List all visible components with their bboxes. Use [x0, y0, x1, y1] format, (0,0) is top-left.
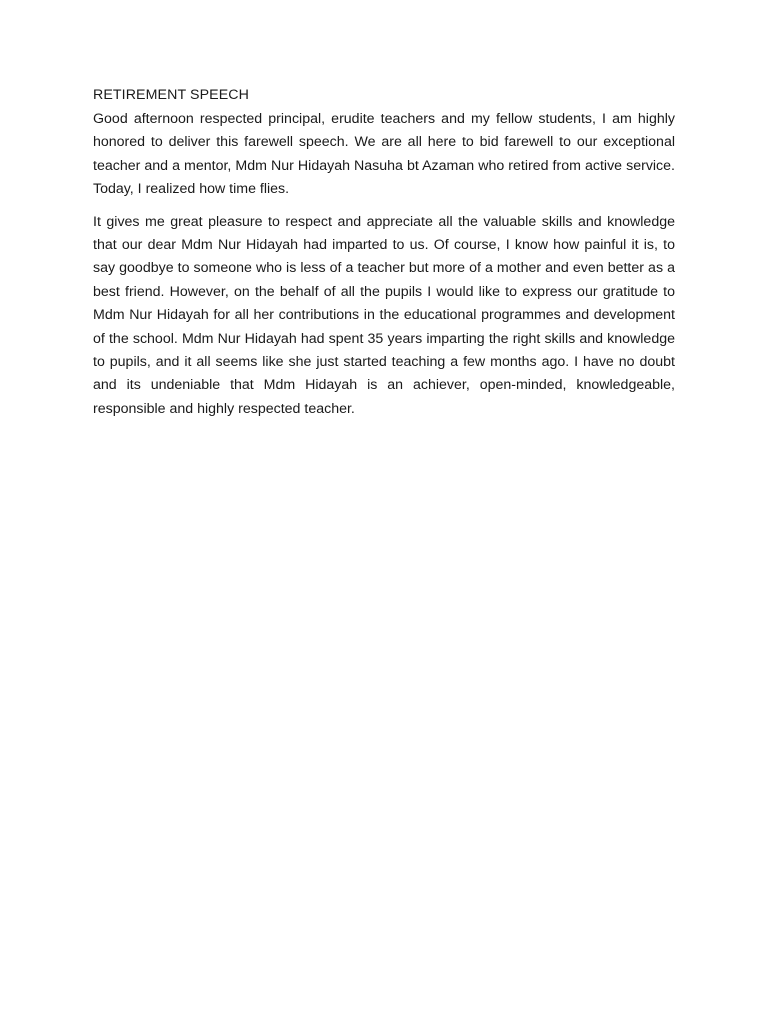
document-title: RETIREMENT SPEECH [93, 87, 249, 103]
document-body [93, 86, 675, 430]
paragraph-greeting: Good afternoon respected principal, erudite teachers and my fellow students, I am highly honored to deliver this farewell speech. We are all here to bid farewell to our exceptional teacher and a mentor, Mdm Nur Hidayah Nasuha bt Azaman who retired from active service. Today, I realized how time flies. [93, 111, 675, 198]
paragraph-appreciation: It gives me great pleasure to respect and appreciate all the valuable skills and knowledge that our dear Mdm Nur Hidayah had imparted to us. Of course, I know how painful it is, to say goodbye to someone who is less of a teacher but more of a mother and even better as a best friend. However, on the behalf of all the pupils I would like to express our gratitude to Mdm Nur Hidayah for all her contributions in the educational programmes and development of the school. Mdm Nur Hidayah had spent 35 years imparting the right skills and knowledge to pupils, and it all seems like she just started teaching a few months ago. I have no doubt and its undeniable that Mdm Hidayah is an achiever, open-minded, knowledgeable, responsible and highly respected teacher. [93, 213, 675, 417]
